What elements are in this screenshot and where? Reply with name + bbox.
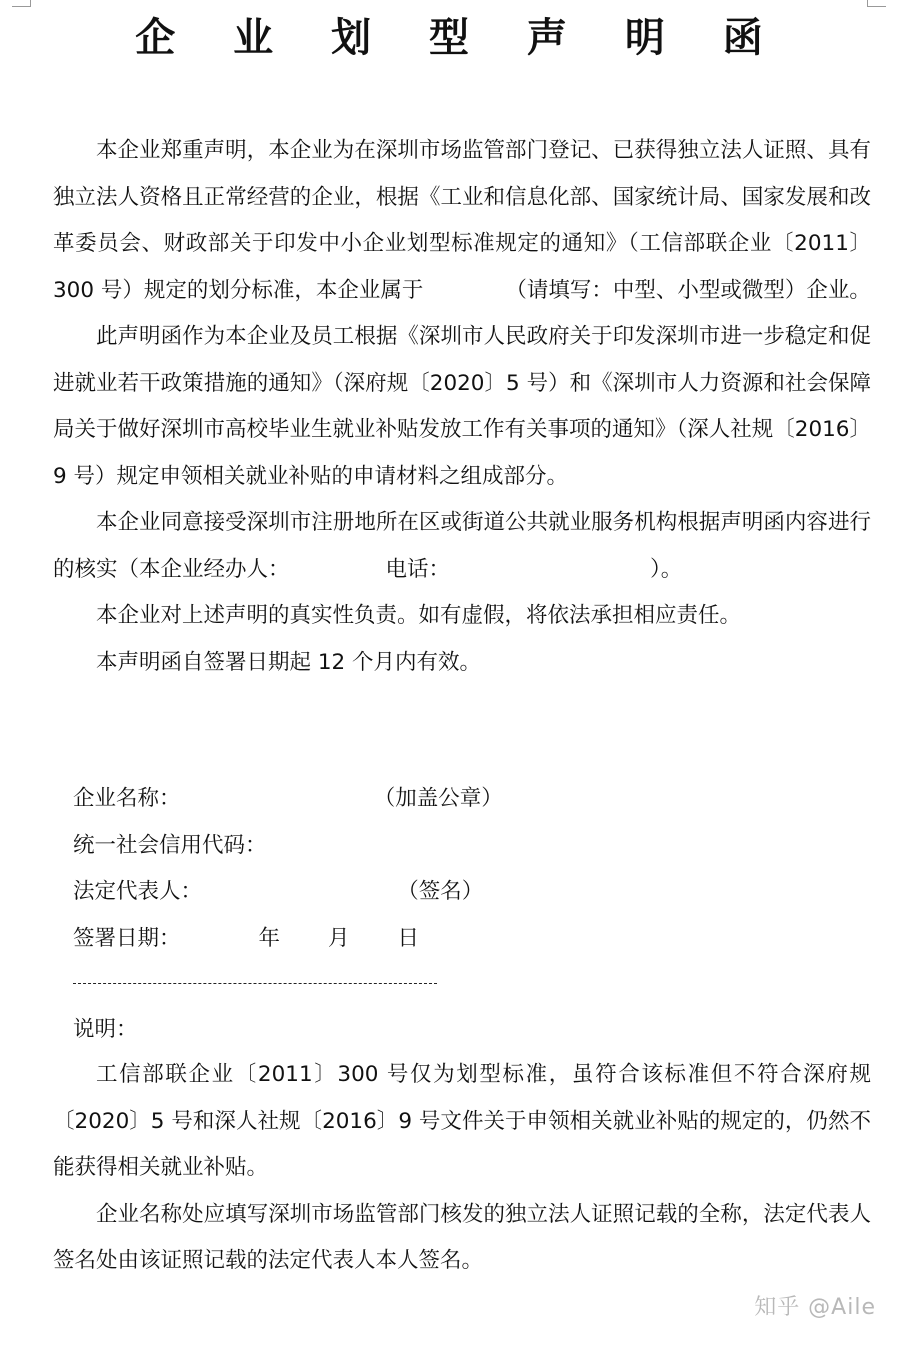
declaration-p3-suffix: ）。	[650, 556, 683, 582]
legal-rep-label: 法定代表人：	[73, 879, 203, 904]
signature-form	[73, 776, 503, 962]
credit-code-label: 统一社会信用代码：	[73, 832, 267, 858]
declaration-p1-suffix: （请填写：中型、小型或微型）企业。	[505, 277, 871, 303]
note-paragraph-2: 企业名称处应填写深圳市场监管部门核发的独立法人证照记载的全称，法定代表人签名处由该证照记载的法定代表人本人签名。	[53, 1201, 871, 1273]
phone-label: 电话：	[385, 556, 451, 582]
crop-mark-left	[12, 0, 31, 7]
month-label: 月	[328, 925, 350, 951]
document-title: 企 业 划 型 声 明 函	[135, 15, 785, 61]
credit-code-row	[73, 823, 503, 870]
note-paragraph-1: 工信部联企业〔2011〕300 号仅为划型标准，虽符合该标准但不符合深府规〔2020〕5 号和深人社规〔2016〕9 号文件关于申领相关就业补贴的规定的，仍然不能获得相关就业补贴。	[53, 1062, 871, 1180]
signature-label: （签名）	[408, 879, 484, 904]
declaration-p3-text: 本企业同意接受深圳市注册地所在区或街道公共就业服务机构根据声明函内容进行的核实（本企业经办人：	[53, 510, 871, 582]
declaration-p1-text: 本企业郑重声明，本企业为在深圳市场监管部门登记、已获得独立法人证照、具有独立法人资格且正常经营的企业，根据《工业和信息化部、国家统计局、国家发展和改革委员会、财政部关于印发中小企业划型标准规定的通知》（工信部联企业〔2011〕300 号）规定的划分标准，本企业属于	[53, 138, 871, 303]
declaration-paragraph-5: 本声明函自签署日期起 12 个月内有效。	[96, 649, 482, 675]
declaration-body	[53, 128, 871, 686]
day-label: 日	[397, 925, 420, 951]
declaration-paragraph-4: 本企业对上述声明的真实性负责。如有虚假，将依法承担相应责任。	[96, 603, 742, 628]
dashed-divider	[73, 983, 437, 984]
crop-mark-right	[867, 0, 886, 7]
sign-date-row	[73, 916, 503, 963]
company-name-label: 企业名称：	[73, 786, 181, 811]
watermark: 知乎 @Aile	[754, 1295, 876, 1320]
seal-label: （加盖公章）	[384, 786, 503, 811]
notes-title: 说明：	[73, 1017, 138, 1042]
notes-body	[53, 1052, 871, 1285]
declaration-paragraph-2: 此声明函作为本企业及员工根据《深圳市人民政府关于印发深圳市进一步稳定和促进就业若干政策措施的通知》（深府规〔2020〕5 号）和《深圳市人力资源和社会保障局关于做好深圳市高校毕业生就业补贴发放工作有关事项的通知》（深人社规〔2016〕9 号）规定申领相关就业补贴的申请材料之组成部分。	[53, 324, 871, 489]
declaration-paragraph-1	[53, 128, 871, 314]
legal-rep-row	[73, 869, 503, 916]
sign-date-label: 签署日期：	[73, 925, 181, 951]
declaration-paragraph-3	[53, 500, 871, 593]
year-label: 年	[258, 925, 281, 951]
company-name-row	[73, 776, 503, 823]
